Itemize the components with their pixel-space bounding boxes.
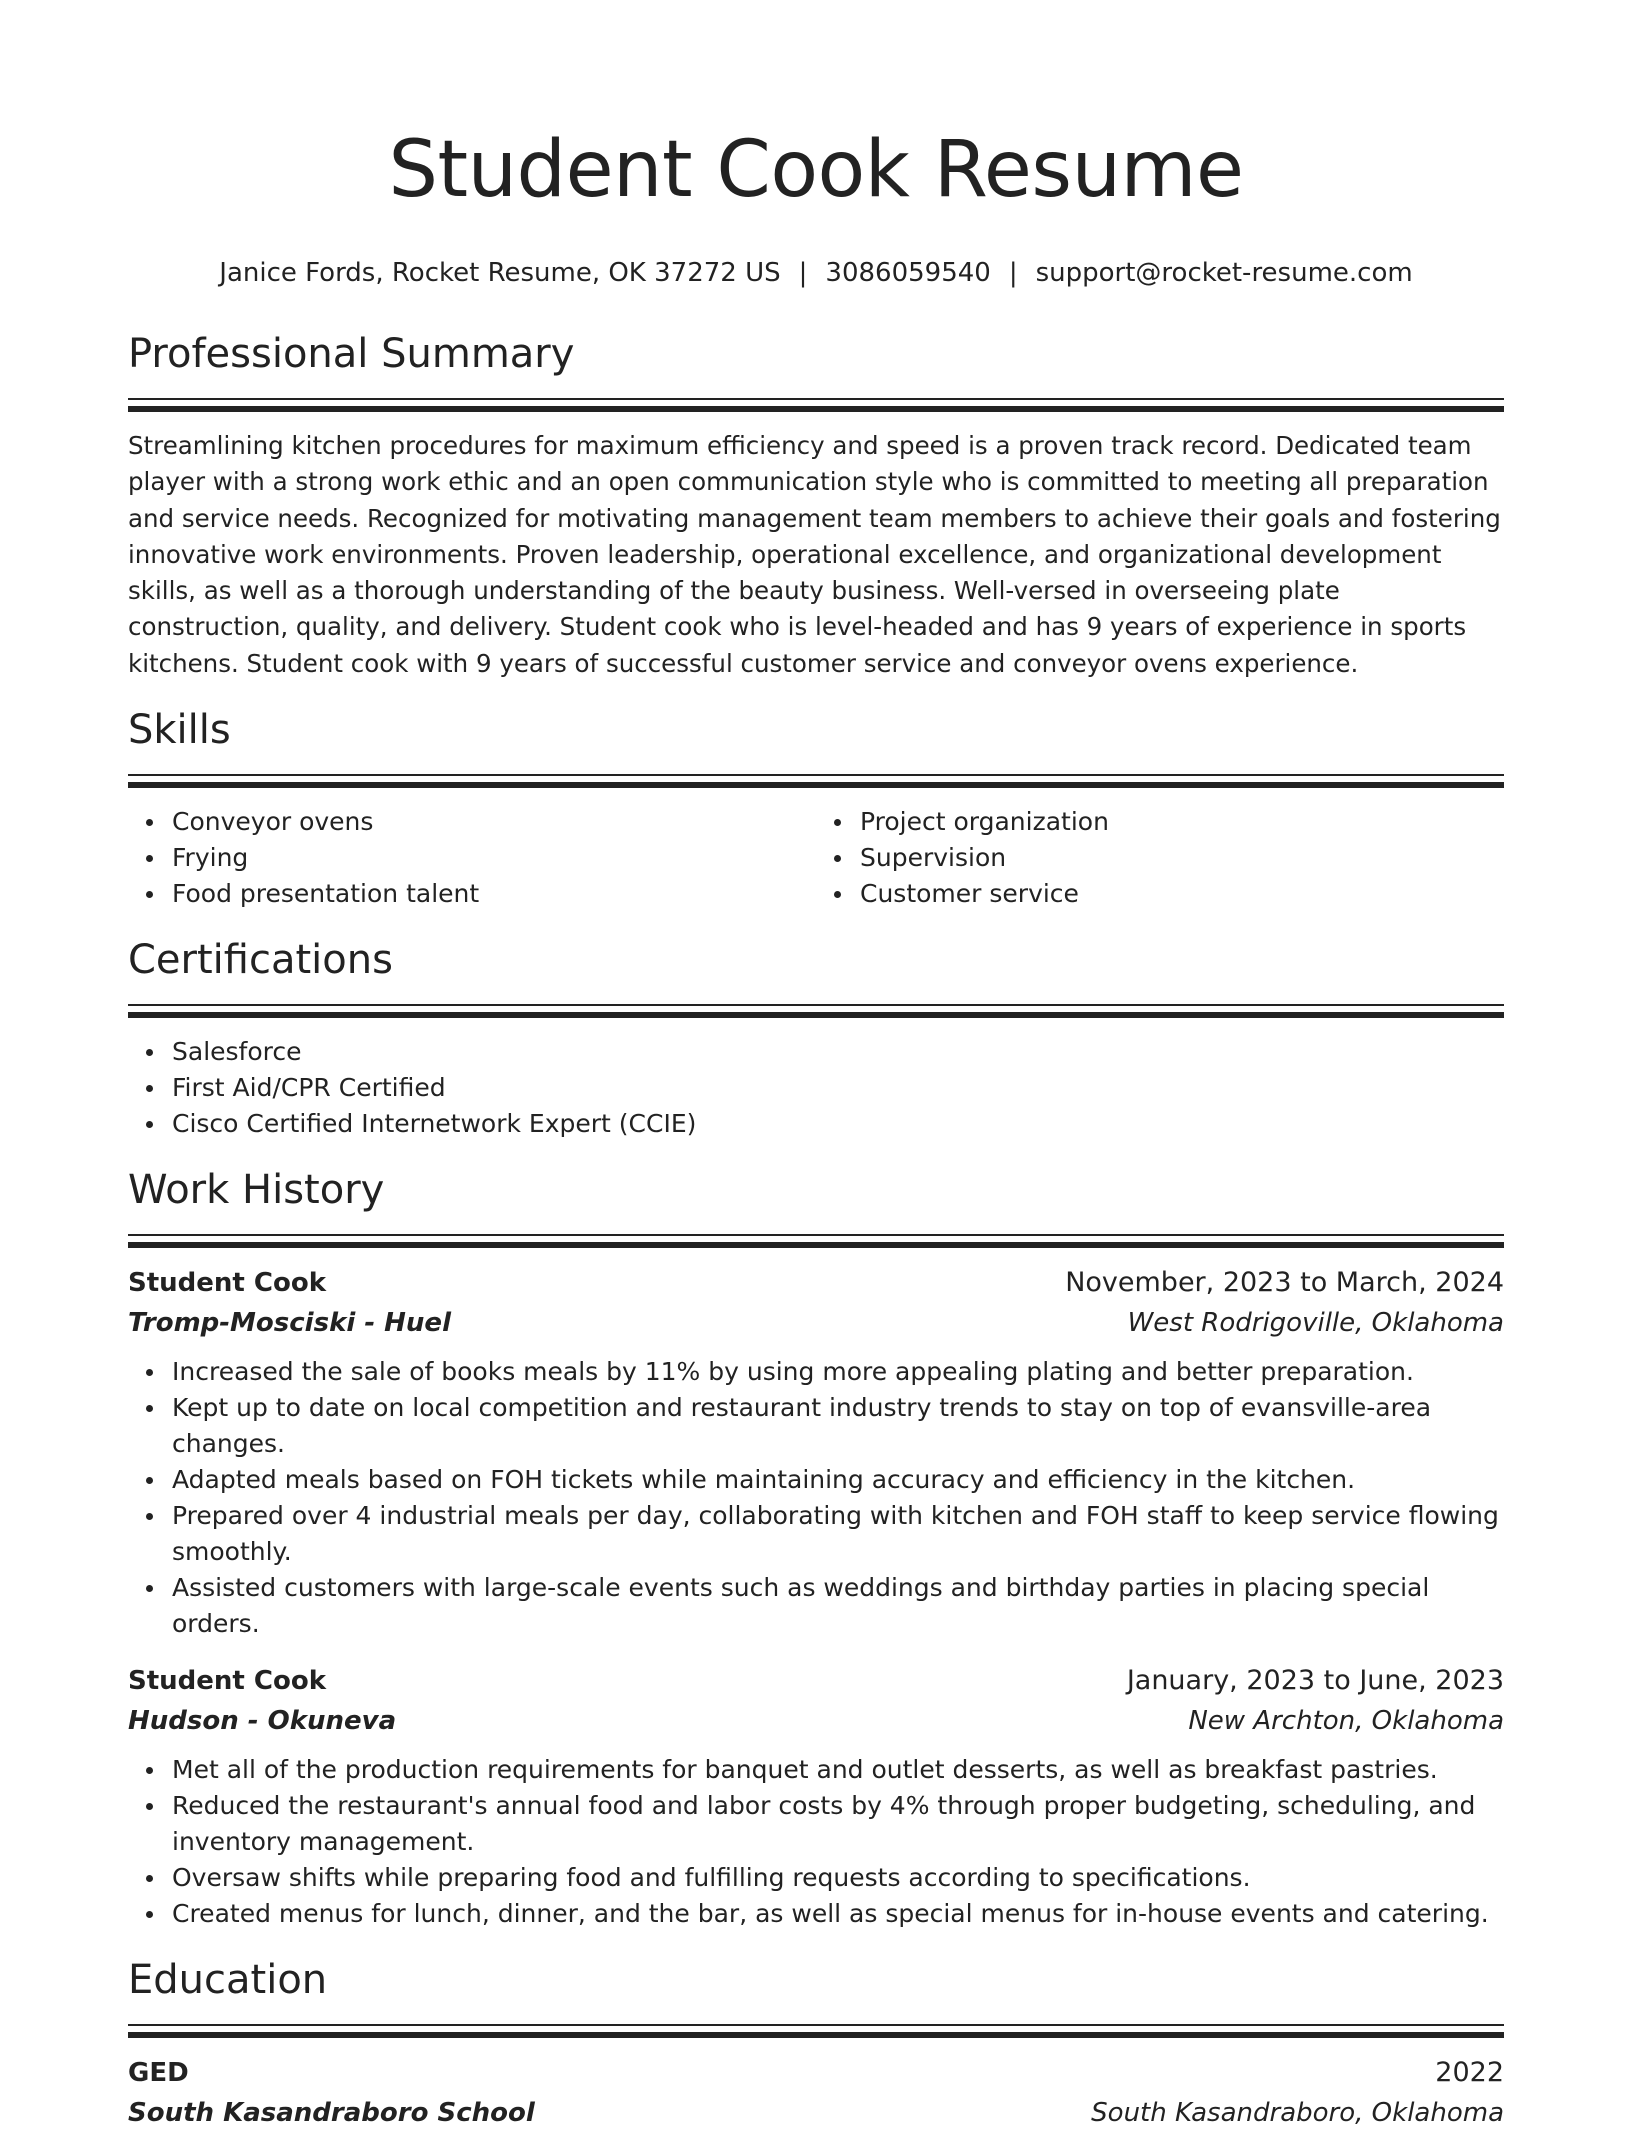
job-bullet: Kept up to date on local competition and restaurant industry trends to stay on top of evansville-area changes.: [172, 1390, 1504, 1462]
contact-separator: |: [798, 258, 808, 288]
education-school: South Kasandraboro School: [128, 2098, 535, 2129]
section-divider: [128, 1004, 1504, 1018]
job-bullet: Met all of the production requirements for banquet and outlet desserts, as well as breakfast pastries.: [172, 1752, 1504, 1788]
skills-columns: [128, 788, 1504, 912]
summary-text: Streamlining kitchen procedures for maximum efficiency and speed is a proven track record. Dedicated team player with a strong work ethic and an open communication style who is committed to meeting all preparation and service needs. Recognized for motivating management team members to achieve their goals and fostering innovative work environments. Proven leadership, operational excellence, and organizational development skills, as well as a thorough understanding of the beauty business. Well-versed in overseeing plate construction, quality, and delivery. Student cook who is level-headed and has 9 years of experience in sports kitchens. Student cook with 9 years of successful customer service and conveyor ovens experience.: [128, 431, 1501, 678]
section-divider: [128, 398, 1504, 412]
job-bullets: [128, 1752, 1504, 1932]
section-heading: Education: [128, 1957, 328, 2004]
contact-line: [128, 256, 1504, 290]
section-divider: [128, 1234, 1504, 1248]
section-divider: [128, 2024, 1504, 2038]
section-heading: Work History: [128, 1167, 385, 1214]
contact-address: Janice Fords, Rocket Resume, OK 37272 US: [219, 258, 781, 288]
education-section: [128, 1954, 1504, 2132]
skill-item: Frying: [172, 840, 816, 876]
job-dates: November, 2023 to March, 2024: [1065, 1267, 1504, 1299]
skills-list-right: [816, 804, 1504, 912]
contact-phone: 3086059540: [825, 258, 991, 288]
work-history-section: [128, 1164, 1504, 1932]
certifications-section: [128, 934, 1504, 1142]
job-bullet: Oversaw shifts while preparing food and fulfilling requests according to specifications.: [172, 1860, 1504, 1896]
job-entry: [128, 1662, 1504, 1932]
job-location: New Archton, Oklahoma: [1188, 1706, 1504, 1737]
section-heading: Skills: [128, 707, 231, 754]
job-bullet: Created menus for lunch, dinner, and the bar, as well as special menus for in-house events and catering.: [172, 1896, 1504, 1932]
job-dates: January, 2023 to June, 2023: [1126, 1665, 1504, 1697]
job-location: West Rodrigoville, Oklahoma: [1127, 1308, 1504, 1339]
certification-item: Salesforce: [172, 1034, 1504, 1070]
skill-item: Supervision: [860, 840, 1504, 876]
skills-list-left: [128, 804, 816, 912]
job-bullet: Adapted meals based on FOH tickets while maintaining accuracy and efficiency in the kitchen.: [172, 1462, 1504, 1498]
section-divider: [128, 774, 1504, 788]
certifications-list: [128, 1034, 1504, 1142]
job-company: Tromp-Mosciski - Huel: [128, 1308, 451, 1339]
skill-item: Project organization: [860, 804, 1504, 840]
job-bullets: [128, 1354, 1504, 1642]
job-company: Hudson - Okuneva: [128, 1706, 397, 1737]
certification-item: Cisco Certified Internetwork Expert (CCIE): [172, 1106, 1504, 1142]
skill-item: Conveyor ovens: [172, 804, 816, 840]
job-title: Student Cook: [128, 1268, 326, 1299]
certification-item: First Aid/CPR Certified: [172, 1070, 1504, 1106]
job-bullet: Reduced the restaurant's annual food and labor costs by 4% through proper budgeting, scheduling, and inventory management.: [172, 1788, 1504, 1860]
section-heading: Certifications: [128, 937, 393, 984]
contact-email[interactable]: support@rocket-resume.com: [1035, 258, 1413, 288]
job-bullet: Prepared over 4 industrial meals per day, collaborating with kitchen and FOH staff to keep service flowing smoothly.: [172, 1498, 1504, 1570]
skill-item: Food presentation talent: [172, 876, 816, 912]
education-entry: [128, 2054, 1504, 2132]
education-degree: GED: [128, 2058, 189, 2089]
education-year: 2022: [1435, 2057, 1504, 2089]
education-location: South Kasandraboro, Oklahoma: [1091, 2098, 1504, 2129]
job-bullet: Increased the sale of books meals by 11% by using more appealing plating and better preparation.: [172, 1354, 1504, 1390]
job-title: Student Cook: [128, 1666, 326, 1697]
job-bullet: Assisted customers with large-scale events such as weddings and birthday parties in placing special orders.: [172, 1570, 1504, 1642]
summary-section: [128, 328, 1504, 682]
job-entry: [128, 1264, 1504, 1642]
contact-separator: |: [1008, 258, 1018, 288]
skills-section: [128, 704, 1504, 912]
section-heading: Professional Summary: [128, 331, 575, 377]
resume-title: Student Cook Resume: [388, 125, 1244, 215]
skill-item: Customer service: [860, 876, 1504, 912]
